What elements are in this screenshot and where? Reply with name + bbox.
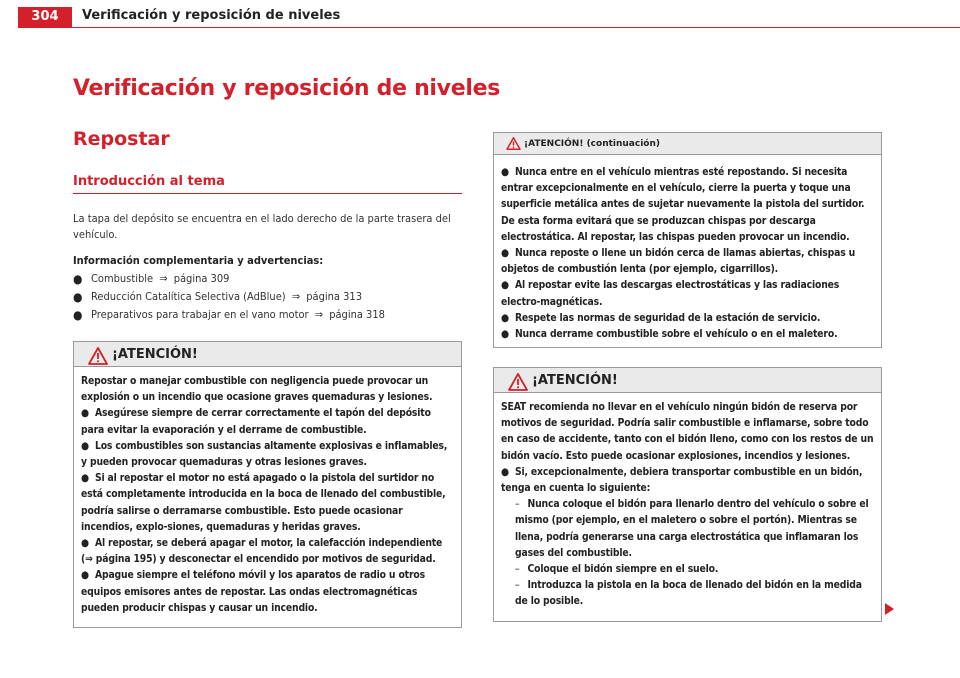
dash-icon: – xyxy=(515,579,520,592)
warning-box xyxy=(73,341,462,628)
warning-header xyxy=(74,342,461,367)
arrow-right-icon: ⇒ xyxy=(291,290,301,303)
warning-body xyxy=(74,367,461,616)
warning-box xyxy=(493,367,882,622)
reference-label: Reducción Catalítica Selectiva (AdBlue) xyxy=(91,290,286,303)
section-title: Repostar xyxy=(73,128,170,150)
warning-title: ¡ATENCIÓN! (continuación) xyxy=(524,139,661,149)
warning-item-text: ) y desconectar el encendido por motivos de seguridad. xyxy=(152,553,436,566)
intro-text: La tapa del depósito se encuentra en el lado derecho de la parte trasera del vehículo. xyxy=(73,212,451,241)
warning-subitem-text: Introduzca la pistola en la boca de llenado del bidón en la medida de lo posible. xyxy=(515,579,862,608)
bullet-icon: ● xyxy=(81,439,89,452)
info-title: Información complementaria y advertencias: xyxy=(73,254,324,267)
warning-subitem xyxy=(501,561,874,577)
bullet-icon: ● xyxy=(501,279,509,292)
subsection-rule xyxy=(73,193,462,194)
reference-page[interactable]: página 318 xyxy=(329,308,385,321)
reference-label: Preparativos para trabajar en el vano motor xyxy=(91,308,309,321)
warning-item-text: Al repostar evite las descargas electrostáticas y las radiaciones electro-magnéticas. xyxy=(501,279,840,308)
warning-item xyxy=(81,535,454,567)
reference-item[interactable] xyxy=(73,306,463,324)
bullet-icon: ● xyxy=(81,407,89,420)
warning-lead: SEAT recomienda no llevar en el vehículo ningún bidón de reserva por motivos de seguridad. Podría salir combustible e inflamarse, sobre todo en caso de accidente, tanto con el bidón lleno, como con los restos de un bidón vacío. Esto puede ocasionar explosiones, incendios y lesiones. xyxy=(501,401,874,462)
warning-continuation-box xyxy=(493,132,882,348)
warning-triangle-icon xyxy=(506,137,521,150)
warning-body xyxy=(494,155,881,342)
warning-item xyxy=(501,310,874,326)
warning-item xyxy=(81,470,454,535)
dash-icon: – xyxy=(515,498,520,511)
page-title: Verificación y reposición de niveles xyxy=(73,76,500,101)
warning-item xyxy=(81,438,454,470)
warning-item xyxy=(81,405,454,437)
warning-header xyxy=(494,133,881,155)
warning-item-text: Asegúrese siempre de cerrar correctamente el tapón del depósito para evitar la evaporación y el derrame de combustible. xyxy=(81,407,431,436)
warning-item xyxy=(501,164,874,245)
bullet-icon: ● xyxy=(73,308,83,322)
bullet-icon: ● xyxy=(73,272,83,286)
warning-item-text: Apague siempre el teléfono móvil y los aparatos de radio u otros equipos emisores antes de repostar. Las ondas electromagnéticas pueden producir chispas y causar un incendio. xyxy=(81,569,425,614)
warning-item-text: Nunca derrame combustible sobre el vehículo o en el maletero. xyxy=(514,328,838,341)
bullet-icon: ● xyxy=(81,537,89,550)
bullet-icon: ● xyxy=(501,328,509,341)
bullet-icon: ● xyxy=(81,569,89,582)
continue-arrow-icon[interactable] xyxy=(885,603,894,615)
warning-title: ¡ATENCIÓN! xyxy=(112,347,198,362)
arrow-right-icon: ⇒ xyxy=(314,308,324,321)
warning-subitem xyxy=(501,577,874,609)
subsection-title: Introducción al tema xyxy=(73,174,225,189)
warning-body xyxy=(494,393,881,610)
reference-list xyxy=(73,270,463,324)
page-number: 304 xyxy=(18,7,72,27)
warning-item xyxy=(81,567,454,616)
warning-subitem-text: Coloque el bidón siempre en el suelo. xyxy=(527,563,719,576)
warning-item xyxy=(501,245,874,277)
bullet-icon: ● xyxy=(501,311,509,324)
warning-triangle-icon xyxy=(88,347,108,365)
warning-subitem-text: Nunca coloque el bidón para llenarlo dentro del vehículo o sobre el mismo (por ejemplo, en el maletero o sobre el portón). Mientras se llena, podría generarse una carga electrostática que inflamaran los gases del combustible. xyxy=(515,498,869,559)
warning-item-text: Nunca reposte o llene un bidón cerca de llamas abiertas, chispas u objetos de combustión lenta (por ejemplo, cigarrillos). xyxy=(501,247,856,276)
arrow-right-icon: ⇒ xyxy=(159,272,168,285)
arrow-right-icon: ⇒ xyxy=(85,553,93,566)
warning-triangle-icon xyxy=(508,373,528,391)
warning-subitem xyxy=(501,496,874,561)
reference-page[interactable]: página 313 xyxy=(306,290,363,303)
reference-item[interactable] xyxy=(73,288,463,306)
page-reference-link[interactable]: página 195 xyxy=(95,553,153,566)
reference-item[interactable] xyxy=(73,270,463,288)
bullet-icon: ● xyxy=(501,166,509,178)
header-rule xyxy=(18,27,960,28)
warning-item xyxy=(501,464,874,496)
warning-item xyxy=(501,277,874,309)
reference-label: Combustible xyxy=(91,272,154,285)
warning-item-text: Si, excepcionalmente, debiera transportar combustible en un bidón, tenga en cuenta lo siguiente: xyxy=(501,465,863,495)
warning-item-text: Respete las normas de seguridad de la estación de servicio. xyxy=(514,311,821,324)
running-title: Verificación y reposición de niveles xyxy=(82,8,341,23)
page-header xyxy=(0,0,960,28)
bullet-icon: ● xyxy=(73,290,83,304)
bullet-icon: ● xyxy=(81,472,89,485)
warning-lead: Repostar o manejar combustible con negligencia puede provocar un explosión o un incendio que ocasione graves quemaduras y lesiones. xyxy=(81,375,433,404)
bullet-icon: ● xyxy=(501,465,509,478)
warning-item xyxy=(501,326,874,342)
warning-header xyxy=(494,368,881,393)
warning-item-text: Al repostar, se deberá apagar el motor, la calefacción independiente ( xyxy=(81,537,443,566)
reference-page[interactable]: página 309 xyxy=(173,272,230,285)
dash-icon: – xyxy=(515,563,520,576)
warning-title: ¡ATENCIÓN! xyxy=(532,373,618,388)
warning-item-text: Los combustibles son sustancias altamente explosivas e inflamables, y pueden provocar quemaduras y otras lesiones graves. xyxy=(81,439,448,469)
bullet-icon: ● xyxy=(501,247,509,260)
warning-item-text: Nunca entre en el vehículo mientras esté repostando. Si necesita entrar excepcionalmente en el vehículo, cierre la puerta y toque una superficie metálica antes de sujetar nuevamente la pistola del surtidor. De esta forma evitará que se produzcan chispas por descarga electrostática. Al repostar, las chispas pueden provocar un incendio. xyxy=(501,166,865,243)
warning-item-text: Si al repostar el motor no está apagado o la pistola del surtidor no está completamente introducida en la boca de llenado del combustible, podría salirse o derramarse combustible. Esto puede ocasionar incendios, explo-siones, quemaduras y heridas graves. xyxy=(81,472,446,533)
